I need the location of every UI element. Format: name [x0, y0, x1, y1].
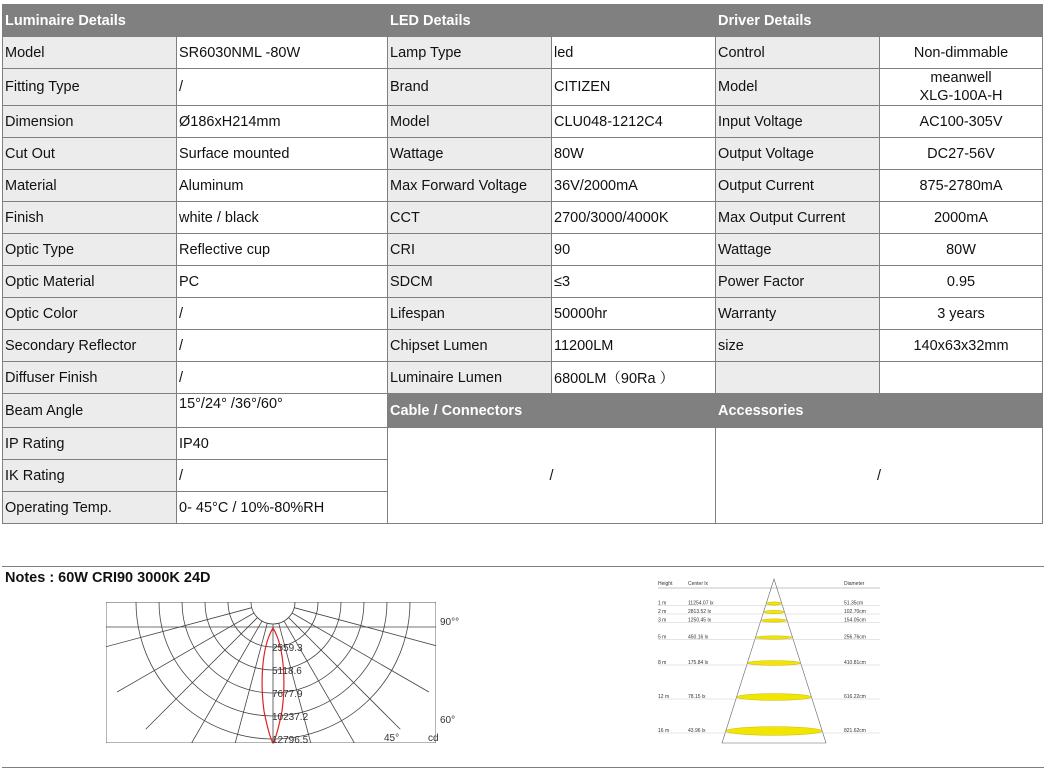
cone-lux: 78.15 lx — [688, 694, 706, 700]
cone-height: 5 m — [658, 634, 667, 641]
spec-value: AC100-305V — [880, 106, 1043, 138]
cone-height: 8 m — [658, 660, 667, 666]
notes-title: Notes : 60W CRI90 3000K 24D — [5, 570, 211, 586]
cone-height: 1 m — [658, 600, 667, 607]
spec-label: Wattage — [716, 234, 880, 266]
spec-value: SR6030NML -80W — [177, 37, 388, 69]
polar-value-label: 10237.2 — [272, 712, 309, 723]
spec-value: / — [177, 460, 388, 492]
table-row — [3, 69, 1043, 106]
cone-height: 3 m — [658, 617, 667, 624]
beam-spot — [766, 602, 782, 605]
cone-diameter: 102.70cm — [844, 609, 866, 615]
spec-value: white / black — [177, 202, 388, 234]
spec-value: / — [177, 330, 388, 362]
polar-intensity-diagram — [102, 601, 472, 751]
cable-connectors-value: / — [388, 428, 716, 524]
cable-connectors-header: Cable / Connectors — [388, 394, 552, 428]
spec-label: Model — [3, 37, 177, 69]
cone-header-lux: Center lx — [688, 581, 709, 587]
spec-label: CCT — [388, 202, 552, 234]
spec-label: Lifespan — [388, 298, 552, 330]
cone-lux: 450.16 lx — [688, 634, 709, 641]
cone-height: 12 m — [658, 694, 670, 700]
cone-lux: 2813.52 lx — [688, 609, 712, 615]
spec-value: 140x63x32mm — [880, 330, 1043, 362]
spec-label: Brand — [388, 69, 552, 106]
cone-height: 16 m — [658, 728, 670, 734]
spec-label: SDCM — [388, 266, 552, 298]
spec-value: 3 years — [880, 298, 1043, 330]
polar-value-label: 2559.3 — [272, 643, 303, 654]
spec-label: Dimension — [3, 106, 177, 138]
spec-value: led — [552, 37, 716, 69]
beam-spot — [737, 694, 812, 701]
spec-value: / — [177, 298, 388, 330]
spec-label: Max Forward Voltage — [388, 170, 552, 202]
cone-diameter: 616.22cm — [844, 694, 866, 700]
spec-label: size — [716, 330, 880, 362]
polar-value-label: 7677.9 — [272, 689, 303, 700]
cone-diameter: 256.76cm — [844, 634, 866, 641]
spec-label: Chipset Lumen — [388, 330, 552, 362]
spec-value: 2000mA — [880, 202, 1043, 234]
spec-label: IP Rating — [3, 428, 177, 460]
table-row — [3, 170, 1043, 202]
spec-label — [716, 362, 880, 394]
spec-label: Model — [716, 69, 880, 106]
spec-value: CITIZEN — [552, 69, 716, 106]
spec-label: CRI — [388, 234, 552, 266]
spec-label: Secondary Reflector — [3, 330, 177, 362]
angle-label-90: 90°° — [440, 617, 460, 628]
spec-label: Optic Material — [3, 266, 177, 298]
spec-label: Cut Out — [3, 138, 177, 170]
beam-spot — [761, 619, 787, 622]
spec-label: Control — [716, 37, 880, 69]
spec-value: ≤3 — [552, 266, 716, 298]
cone-header-height: Height — [658, 581, 673, 587]
spec-label: IK Rating — [3, 460, 177, 492]
spec-table — [2, 4, 1043, 524]
accessories-header: Accessories — [716, 394, 880, 428]
unit-label-cd: cd — [428, 733, 439, 744]
table-row — [3, 234, 1043, 266]
spec-label: Model — [388, 106, 552, 138]
table-row — [3, 298, 1043, 330]
polar-radial-line — [294, 608, 447, 649]
spec-value: Non-dimmable — [880, 37, 1043, 69]
table-row — [3, 202, 1043, 234]
spec-label: Power Factor — [716, 266, 880, 298]
beam-spot — [747, 661, 800, 666]
spec-value: 2700/3000/4000K — [552, 202, 716, 234]
spec-value — [880, 69, 1043, 106]
spec-value: 11200LM — [552, 330, 716, 362]
spec-value: 80W — [552, 138, 716, 170]
spec-label: Luminaire Lumen — [388, 362, 552, 394]
spec-label: Warranty — [716, 298, 880, 330]
polar-radial-line — [146, 618, 258, 730]
accessories-value: / — [716, 428, 1043, 524]
spec-value: 36V/2000mA — [552, 170, 716, 202]
spec-label: Optic Type — [3, 234, 177, 266]
notes-section — [2, 566, 1044, 768]
polar-value-label: 5118.6 — [272, 666, 302, 677]
polar-value-label: 12796.5 — [272, 735, 309, 746]
spec-value: CLU048-1212C4 — [552, 106, 716, 138]
table-row — [3, 37, 1043, 69]
table-row — [3, 266, 1043, 298]
spec-value: Aluminum — [177, 170, 388, 202]
spec-label: Output Voltage — [716, 138, 880, 170]
table-row — [3, 428, 1043, 460]
spec-label: Finish — [3, 202, 177, 234]
cone-lux: 11254.07 lx — [688, 600, 714, 607]
illuminance-cone-diagram — [654, 573, 886, 753]
spec-value: Ø186xH214mm — [177, 106, 388, 138]
table-row — [3, 394, 1043, 428]
spec-value: 90 — [552, 234, 716, 266]
cone-height: 2 m — [658, 609, 667, 615]
spec-label: Optic Color — [3, 298, 177, 330]
spec-value: 0- 45°C / 10%-80%RH — [177, 492, 388, 524]
driver-details-header: Driver Details — [716, 5, 880, 37]
cone-lux: 175.84 lx — [688, 660, 709, 666]
table-row — [3, 106, 1043, 138]
spec-value: DC27-56V — [880, 138, 1043, 170]
spec-value: 50000hr — [552, 298, 716, 330]
spec-label: Max Output Current — [716, 202, 880, 234]
spec-label: Lamp Type — [388, 37, 552, 69]
luminaire-details-header: Luminaire Details — [3, 5, 177, 37]
spec-label: Wattage — [388, 138, 552, 170]
spec-value: / — [177, 362, 388, 394]
polar-radial-line — [102, 608, 252, 649]
spec-value: PC — [177, 266, 388, 298]
spec-value: 0.95 — [880, 266, 1043, 298]
cone-lux: 43.96 lx — [688, 728, 706, 734]
spec-label: Input Voltage — [716, 106, 880, 138]
table-row — [3, 362, 1043, 394]
table-row — [3, 330, 1043, 362]
driver-brand: meanwell — [930, 70, 992, 86]
spec-value: 875-2780mA — [880, 170, 1043, 202]
spec-label: Operating Temp. — [3, 492, 177, 524]
cone-header-diameter: Diameter — [844, 581, 865, 587]
cone-diameter: 821.62cm — [844, 728, 866, 734]
cone-diameter: 51.35cm — [844, 600, 864, 607]
spec-value: 15°/24° /36°/60° — [177, 394, 388, 428]
polar-ring — [251, 601, 295, 624]
spec-label: Fitting Type — [3, 69, 177, 106]
spec-value: Surface mounted — [177, 138, 388, 170]
spec-value: 6800LM（90Ra ） — [552, 362, 716, 394]
angle-label-60: 60° — [440, 715, 456, 726]
cone-diameter: 410.81cm — [844, 660, 866, 666]
beam-spot — [755, 636, 792, 639]
spec-label: Beam Angle — [3, 394, 177, 428]
table-row — [3, 138, 1043, 170]
angle-label-45: 45° — [384, 733, 400, 744]
spec-value: IP40 — [177, 428, 388, 460]
beam-spot — [764, 610, 785, 613]
driver-model: XLG-100A-H — [919, 88, 1003, 104]
beam-spot — [726, 727, 822, 736]
cone-diameter: 154.05cm — [844, 617, 866, 624]
cone-lux: 1250.45 lx — [688, 617, 712, 624]
led-details-header: LED Details — [388, 5, 552, 37]
spec-label: Diffuser Finish — [3, 362, 177, 394]
spec-value: 80W — [880, 234, 1043, 266]
spec-value: / — [177, 69, 388, 106]
spec-label: Output Current — [716, 170, 880, 202]
spec-value — [880, 362, 1043, 394]
spec-value: Reflective cup — [177, 234, 388, 266]
spec-label: Material — [3, 170, 177, 202]
